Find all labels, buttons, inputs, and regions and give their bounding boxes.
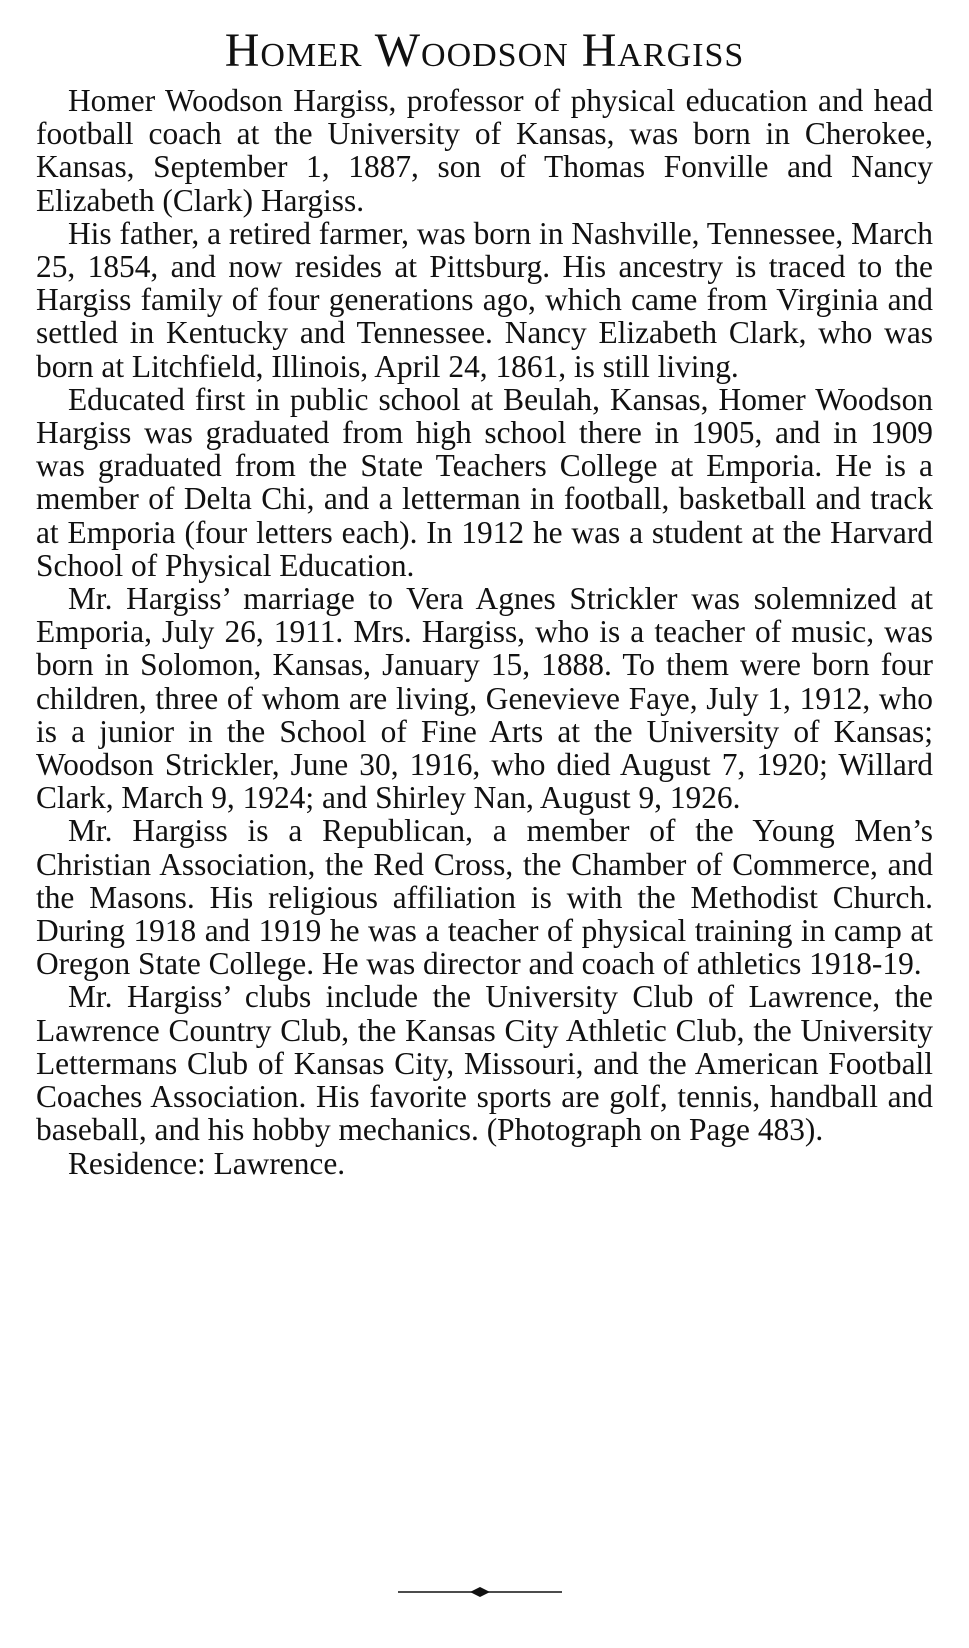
paragraph-birth: Homer Woodson Hargiss, professor of physical education and head football coach at the University of Kansas, was born in Cherokee, Kansas, September 1, 1887, son of Thomas Fonville and Nancy Elizabeth (Clark) Hargiss. xyxy=(36,83,933,218)
page-title: Homer Woodson Hargiss xyxy=(224,24,745,77)
rule-with-diamond-ornament-icon xyxy=(398,1585,562,1599)
document-page xyxy=(36,22,933,1180)
paragraph-education: Educated first in public school at Beulah, Kansas, Homer Woodson Hargiss was graduated from high school there in 1905, and in 1909 was graduated from the State Teachers College at Emporia. He is a member of Delta Chi, and a letterman in football, basketball and track at Emporia (four letters each). In 1912 he was a student at the Harvard School of Physical Education. xyxy=(36,381,933,583)
paragraph-marriage: Mr. Hargiss’ marriage to Vera Agnes Strickler was solemnized at Emporia, July 26, 1911. Mrs. Hargiss, who is a teacher of music, was born in Solomon, Kansas, January 15, 1888. To them were born four children, three of whom are living, Genevieve Faye, July 1, 1912, who is a junior in the School of Fine Arts at the University of Kansas; Woodson Strickler, June 30, 1916, who died August 7, 1920; Willard Clark, March 9, 1924; and Shirley Nan, August 9, 1926. xyxy=(36,581,933,816)
paragraph-clubs: Mr. Hargiss’ clubs include the University Club of Lawrence, the Lawrence Country Club, the Kansas City Athletic Club, the University Lettermans Club of Kansas City, Missouri, and the American Football Coaches Association. His favorite sports are golf, tennis, handball and baseball, and his hobby mechanics. (Photograph on Page 483). xyxy=(36,979,933,1148)
residence-line: Residence: Lawrence. xyxy=(68,1145,346,1181)
paragraph-affiliations: Mr. Hargiss is a Republican, a member of the Young Men’s Christian Association, the Red Cross, the Chamber of Commerce, and the Masons. His religious affiliation is with the Methodist Church. During 1918 and 1919 he was a teacher of physical training in camp at Oregon State College. He was director and coach of athletics 1918-19. xyxy=(36,813,933,982)
paragraph-ancestry: His father, a retired farmer, was born in Nashville, Tennessee, March 25, 1854, and now resides at Pittsburg. His ancestry is traced to the Hargiss family of four generations ago, which came from Virginia and settled in Kentucky and Tennessee. Nancy Elizabeth Clark, who was born at Litchfield, Illinois, April 24, 1861, is still living. xyxy=(36,215,933,384)
